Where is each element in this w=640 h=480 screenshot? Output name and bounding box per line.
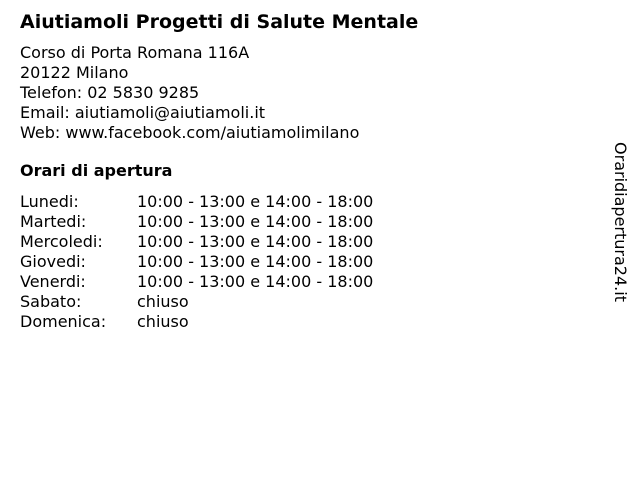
contact-block [20, 43, 600, 143]
hours-row-wednesday [20, 232, 600, 252]
email-line: Email: aiutiamoli@aiutiamoli.it [20, 103, 266, 122]
hours-time: 10:00 - 13:00 e 14:00 - 18:00 [137, 232, 374, 251]
hours-row-friday [20, 272, 600, 292]
brand-site-name: Oraridiapertura24.it [611, 142, 630, 302]
hours-time: 10:00 - 13:00 e 14:00 - 18:00 [137, 192, 374, 211]
hours-day: Lunedi: [20, 192, 79, 211]
hours-time: 10:00 - 13:00 e 14:00 - 18:00 [137, 252, 374, 271]
hours-day: Giovedi: [20, 252, 86, 271]
hours-time: chiuso [137, 292, 189, 311]
hours-time: 10:00 - 13:00 e 14:00 - 18:00 [137, 212, 374, 231]
hours-row-saturday [20, 292, 600, 312]
hours-time: 10:00 - 13:00 e 14:00 - 18:00 [137, 272, 374, 291]
hours-time: chiuso [137, 312, 189, 331]
hours-row-monday [20, 192, 600, 212]
business-card [20, 10, 600, 332]
phone-line: Telefon: 02 5830 9285 [20, 83, 200, 102]
hours-day: Martedi: [20, 212, 87, 231]
hours-day: Domenica: [20, 312, 107, 331]
hours-day: Venerdi: [20, 272, 86, 291]
hours-day: Mercoledi: [20, 232, 103, 251]
hours-row-thursday [20, 252, 600, 272]
opening-hours-table [20, 192, 600, 332]
hours-row-sunday [20, 312, 600, 332]
hours-row-tuesday [20, 212, 600, 232]
business-name: Aiutiamoli Progetti di Salute Mentale [20, 11, 419, 33]
address-street: Corso di Porta Romana 116A [20, 43, 250, 62]
opening-hours-heading: Orari di apertura [20, 161, 173, 180]
brand-watermark [606, 133, 634, 311]
hours-day: Sabato: [20, 292, 82, 311]
address-city: 20122 Milano [20, 63, 129, 82]
web-line: Web: www.facebook.com/aiutiamolimilano [20, 123, 360, 142]
